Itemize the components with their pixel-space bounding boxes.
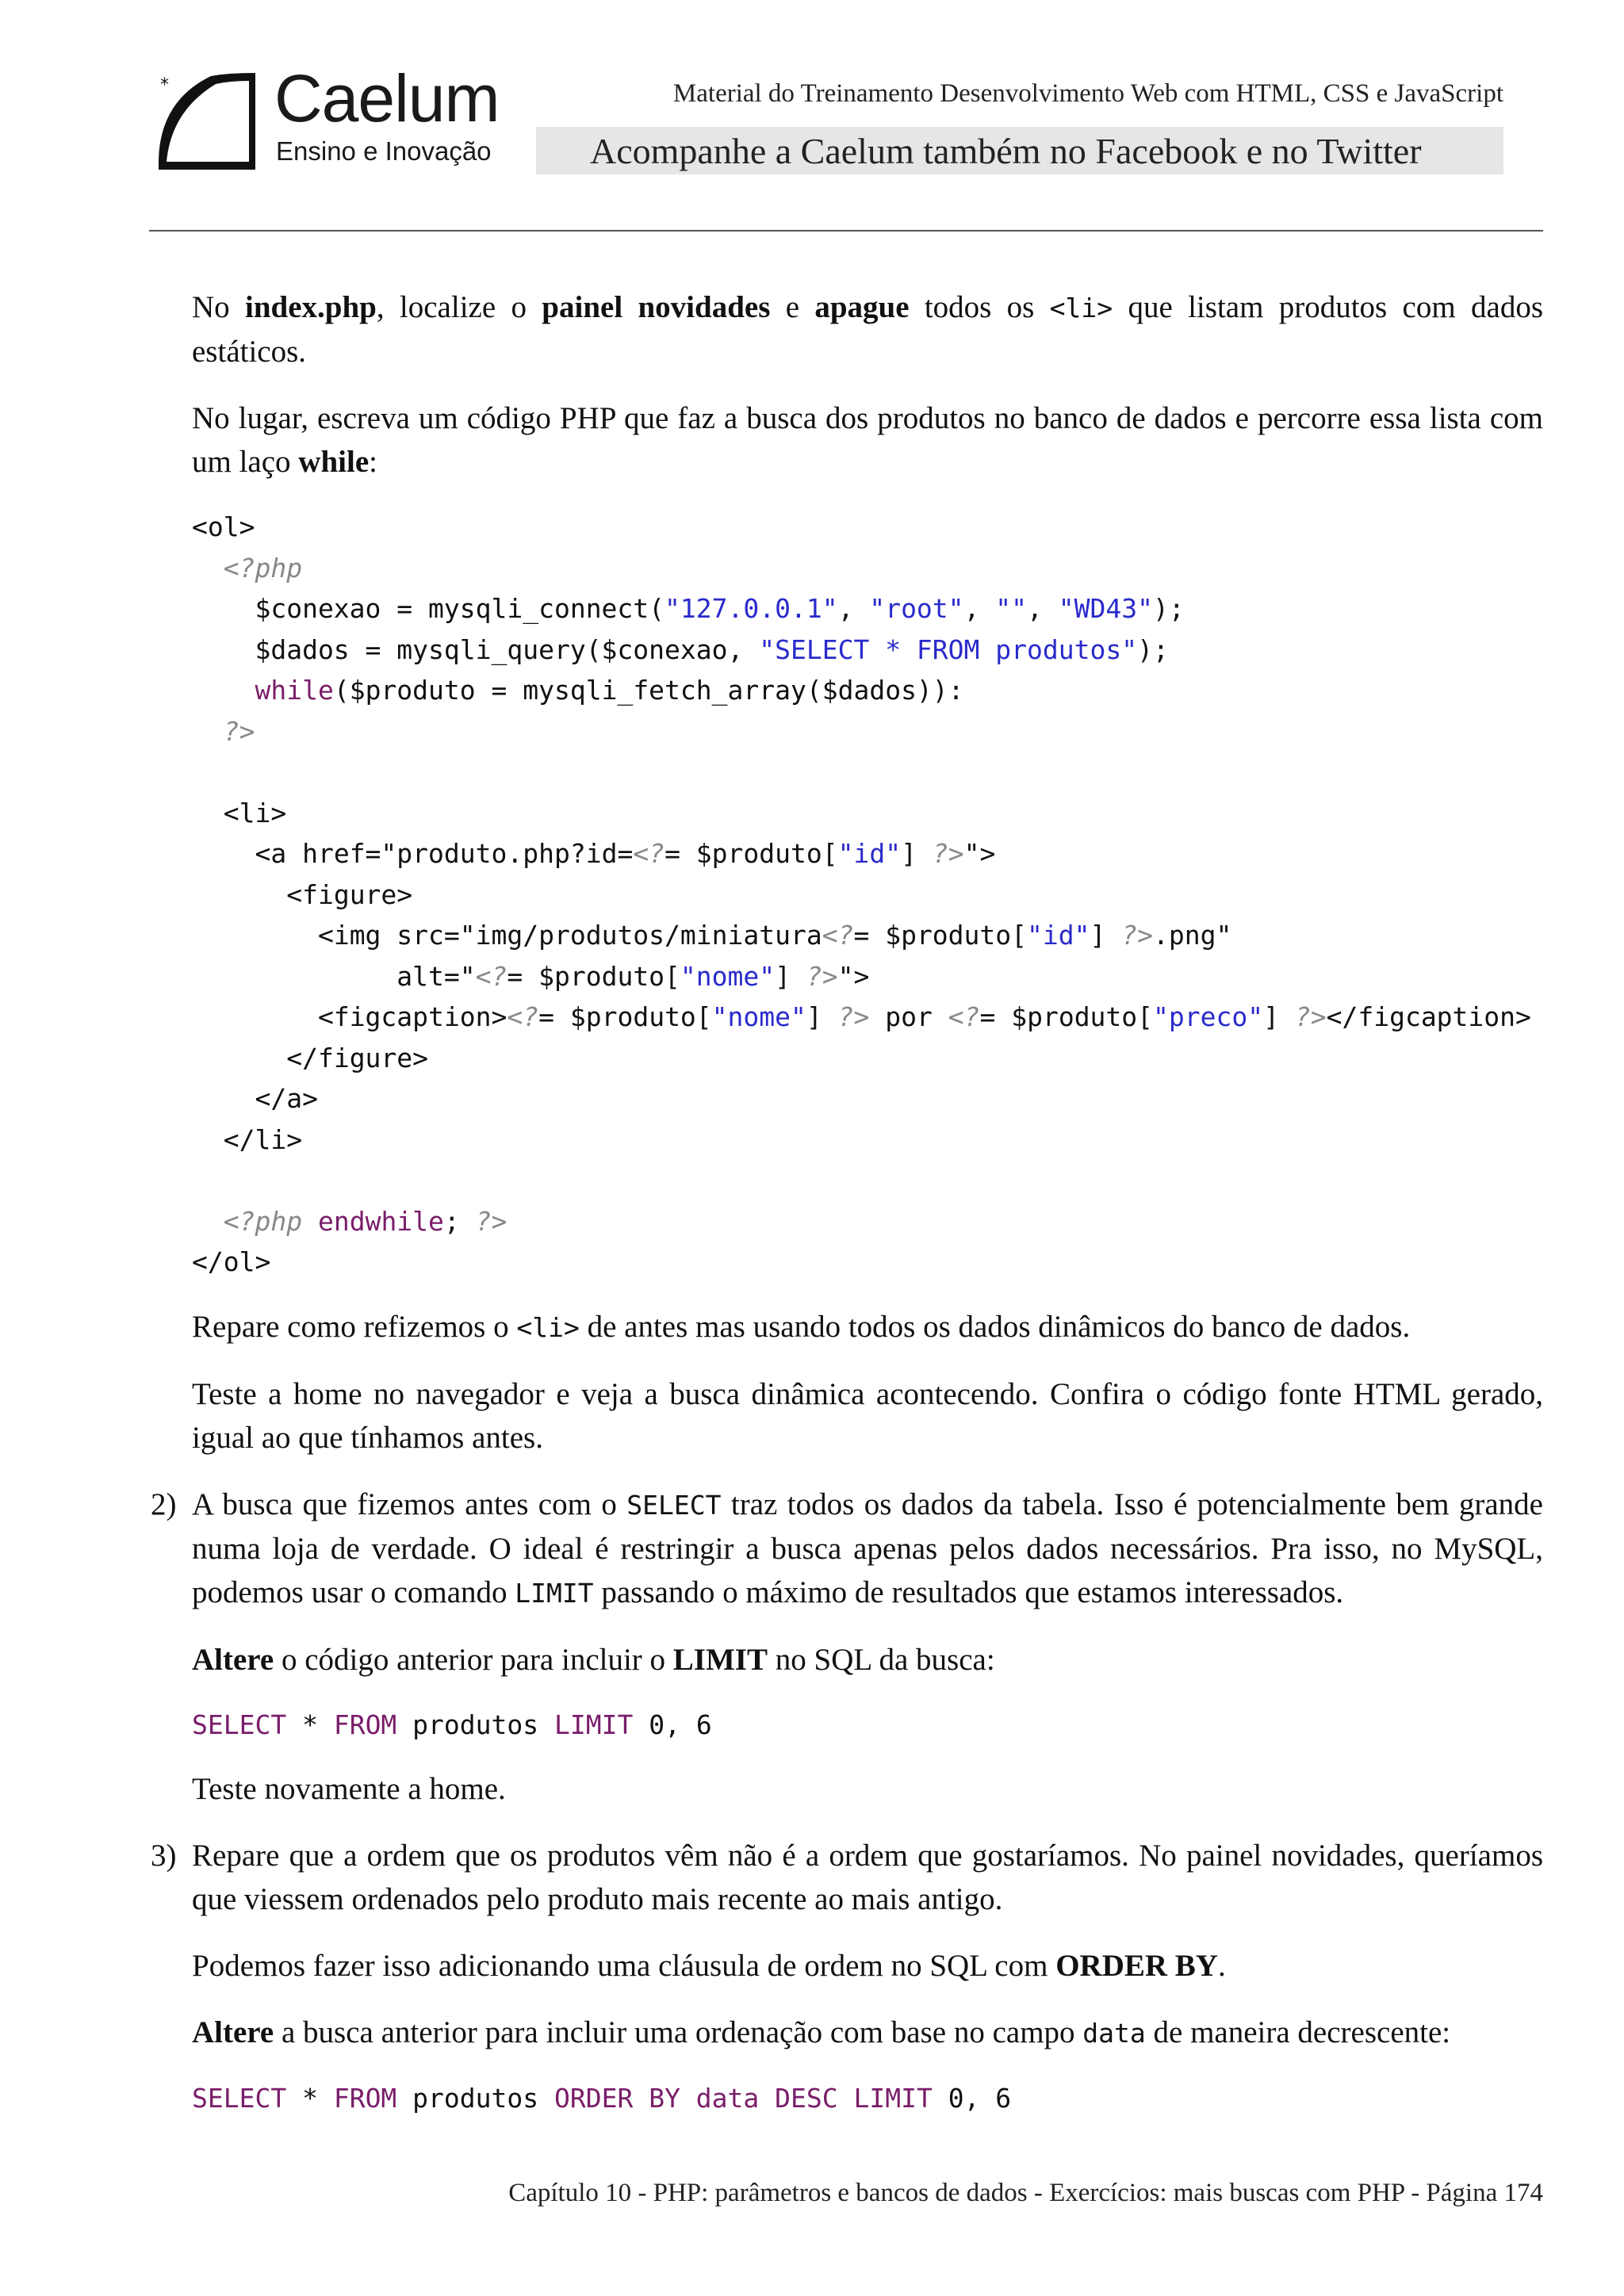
- item-3-paragraph: Repare que a ordem que os produtos vêm não é a ordem que gostaríamos. No painel novidades, queríamos que viessem ordenados pelo produto mais recente ao mais antigo.: [192, 1839, 1543, 1916]
- intro-paragraph-1: No index.php, localize o painel novidades e apague todos os <li> que listam produtos com dados estáticos.: [192, 290, 1544, 369]
- header-social-text: Acompanhe a Caelum também no Facebook e no Twitter: [590, 131, 1422, 171]
- item-number: 2): [151, 1487, 177, 1521]
- header-material-title: Material do Treinamento Desenvolvimento Web com HTML, CSS e JavaScript: [672, 79, 1503, 108]
- sql-order-by-code: SELECT * FROM produtos ORDER BY data DESC LIMIT 0, 6: [192, 2083, 1012, 2114]
- exercise-item-2: [151, 1483, 1543, 1812]
- header-social-bar: [536, 127, 1503, 174]
- intro-paragraph-2: No lugar, escreva um código PHP que faz a busca dos produtos no banco de dados e percorre essa lista com um laço while:: [192, 401, 1543, 479]
- item-2-instruction: Altere o código anterior para incluir o LIMIT no SQL da busca:: [192, 1642, 995, 1677]
- page-content: [151, 285, 1544, 2141]
- logo-tagline: Ensino e Inovação: [276, 136, 492, 166]
- item-2-paragraph: A busca que fizemos antes com o SELECT traz todos os dados da tabela. Isso é potencialmente bem grande numa loja de verdade. O ideal é restringir a busca apenas pelos dados necessários. Pra isso, no MySQL, podemos usar o comando LIMIT passando o máximo de resultados que estamos interessados.: [192, 1487, 1543, 1609]
- item-number: 3): [151, 1839, 177, 1873]
- item-3-order-by: Podemos fazer isso adicionando uma cláusula de ordem no SQL com ORDER BY.: [192, 1949, 1226, 1983]
- paragraph-refizemos: Repare como refizemos o <li> de antes mas usando todos os dados dinâmicos do banco de dados.: [192, 1309, 1411, 1344]
- header-divider: [149, 230, 1543, 232]
- page-footer: Capítulo 10 - PHP: parâmetros e bancos de dados - Exercícios: mais buscas com PHP - Página 174: [508, 2179, 1543, 2207]
- exercise-item-3: [151, 1834, 1543, 2119]
- caelum-logo: [155, 61, 500, 184]
- svg-text:*: *: [160, 75, 169, 95]
- logo-name: Caelum: [274, 61, 500, 136]
- item-3-instruction: Altere a busca anterior para incluir uma ordenação com base no campo data de maneira decrescente:: [192, 2015, 1451, 2049]
- sql-limit-code: SELECT * FROM produtos LIMIT 0, 6: [192, 1709, 712, 1740]
- paragraph-teste-home: Teste a home no navegador e veja a busca dinâmica acontecendo. Confira o código fonte HTML gerado, igual ao que tínhamos antes.: [192, 1376, 1543, 1455]
- item-2-test: Teste novamente a home.: [192, 1772, 506, 1806]
- caelum-logo-icon: [155, 70, 257, 173]
- code-block-while-loop: <ol> <?php $conexao = mysqli_connect("127.0.0.1", "root", "", "WD43"); $dados = mysqli_query($conexao, "SELECT * FROM produtos"); while($produto = mysqli_fetch_array($dados)): ?> <li> <a href="produto.php?id=<?= $produto["id"] ?>"> <figure> <img src="img/produtos/miniatura<?= $produto["id"] ?>.png" alt="<?= $produto["nome"] ?>"> <figcaption><?= $produto["nome"] ?> por <?= $produto["preco"] ?></figcaption> </figure> </a> </li> <?php endwhile; ?> </ol>: [192, 511, 1531, 1277]
